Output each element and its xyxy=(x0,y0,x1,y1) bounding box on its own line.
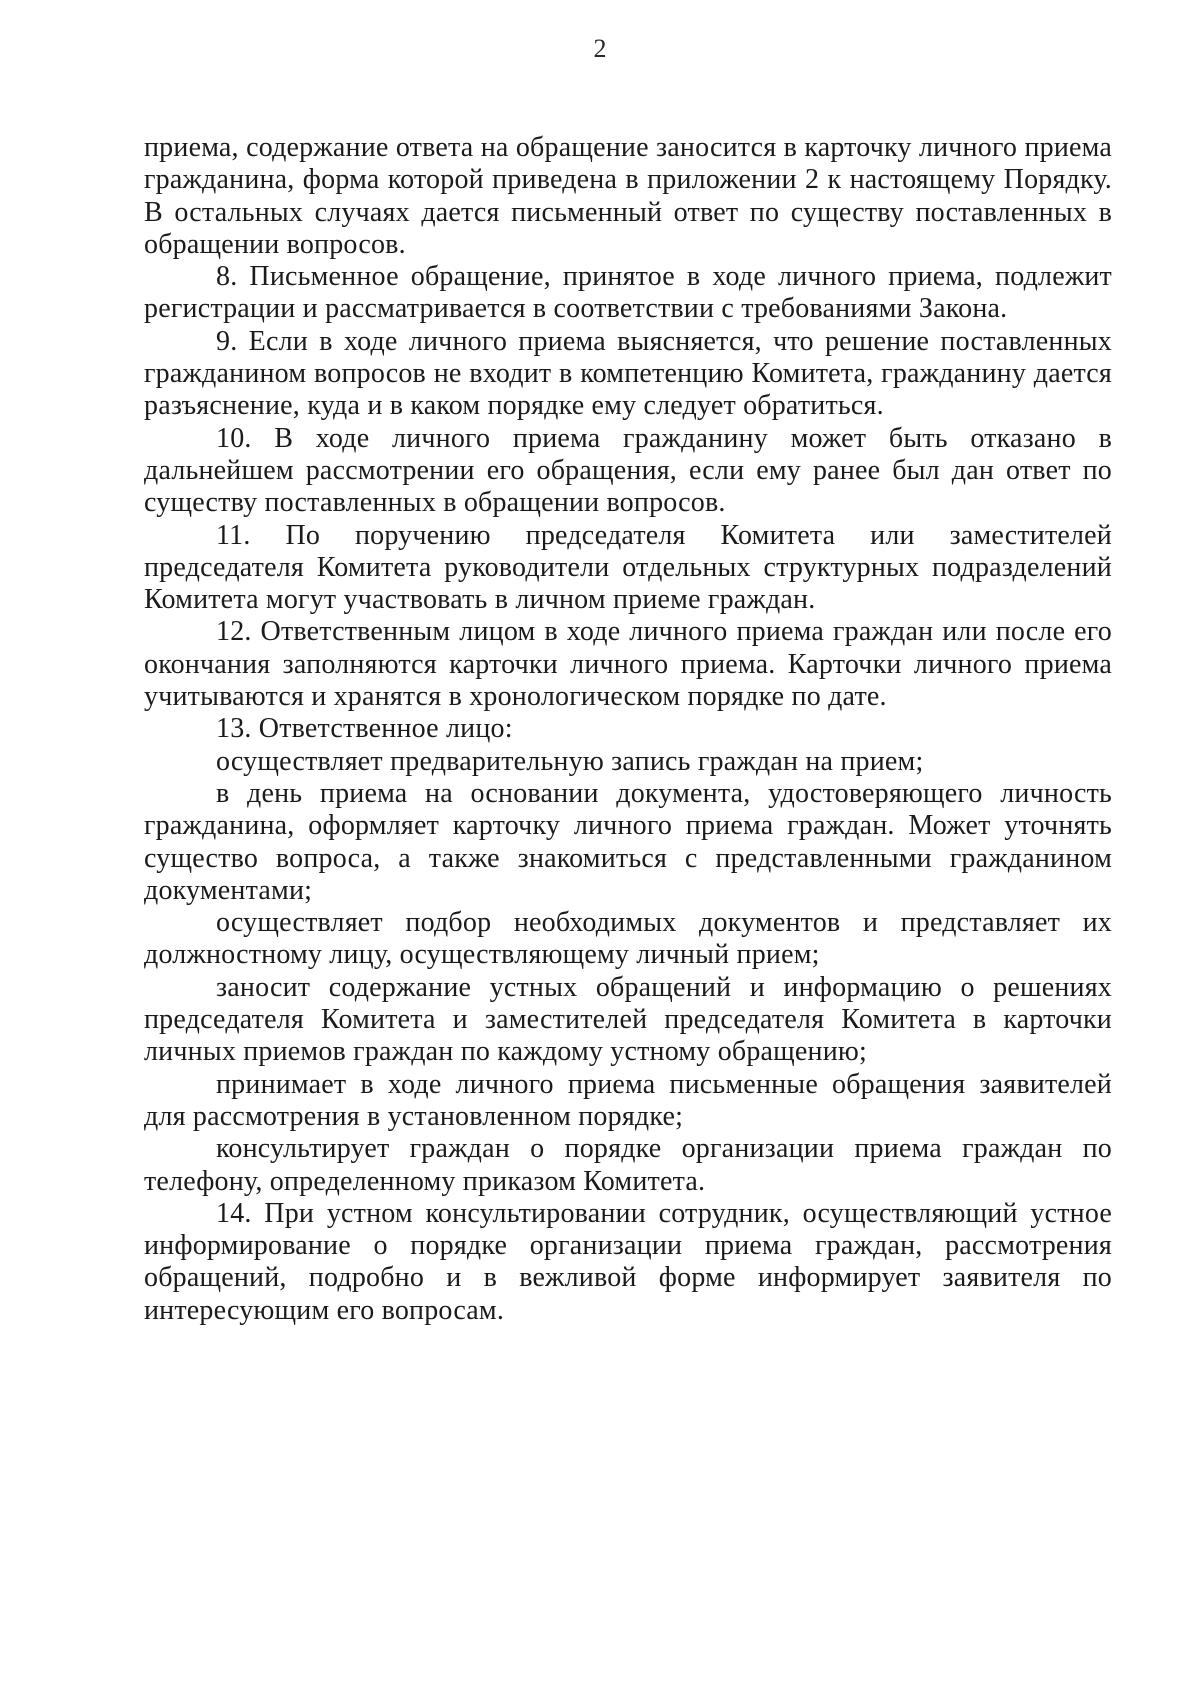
duty-list-item: принимает в ходе личного приема письменные обращения заявителей для рассмотрения в установленном порядке; xyxy=(144,1068,1112,1132)
duty-list-item: осуществляет подбор необходимых документов и представляет их должностному лицу, осуществляющему личный прием; xyxy=(144,907,1112,971)
paragraph-item-8: 8. Письменное обращение, принятое в ходе личного приема, подлежит регистрации и рассматривается в соответствии с требованиями Закона. xyxy=(144,261,1112,325)
paragraph-item-13-heading: 13. Ответственное лицо: xyxy=(216,713,513,745)
paragraph-item-11: 11. По поручению председателя Комитета или заместителей председателя Комитета руководители отдельных структурных подразделений Комитета могут участвовать в личном приеме граждан. xyxy=(144,519,1112,616)
paragraph-item-9: 9. Если в ходе личного приема выясняется, что решение поставленных гражданином вопросов не входит в компетенцию Комитета, гражданину дается разъяснение, куда и в каком порядке ему следует обратиться. xyxy=(144,325,1112,422)
duty-list-item: заносит содержание устных обращений и информацию о решениях председателя Комитета и заместителей председателя Комитета в карточки личных приемов граждан по каждому устному обращению; xyxy=(144,971,1112,1068)
paragraph-item-10: 10. В ходе личного приема гражданину может быть отказано в дальнейшем рассмотрении его обращения, если ему ранее был дан ответ по существу поставленных в обращении вопросов. xyxy=(144,422,1112,519)
document-body xyxy=(144,132,1112,1327)
page-number: 2 xyxy=(593,34,607,63)
paragraph-item-14: 14. При устном консультировании сотрудник, осуществляющий устное информирование о порядке организации приема граждан, рассмотрения обращений, подробно и в вежливой форме информирует заявителя по интересующим его вопросам. xyxy=(144,1197,1112,1326)
paragraph-continuation: приема, содержание ответа на обращение заносится в карточку личного приема гражданина, форма которой приведена в приложении 2 к настоящему Порядку. В остальных случаях дается письменный ответ по существу поставленных в обращении вопросов. xyxy=(144,132,1112,260)
duty-list-item: в день приема на основании документа, удостоверяющего личность гражданина, оформляет карточку личного приема граждан. Может уточнять существо вопроса, а также знакомиться с представленными гражданином документами; xyxy=(144,777,1112,906)
paragraph-item-12: 12. Ответственным лицом в ходе личного приема граждан или после его окончания заполняются карточки личного приема. Карточки личного приема учитываются и хранятся в хронологическом порядке по дате. xyxy=(144,616,1112,713)
duty-list-item: консультирует граждан о порядке организации приема граждан по телефону, определенному приказом Комитета. xyxy=(144,1133,1112,1197)
duty-list-item: осуществляет предварительную запись граждан на прием; xyxy=(216,745,924,777)
